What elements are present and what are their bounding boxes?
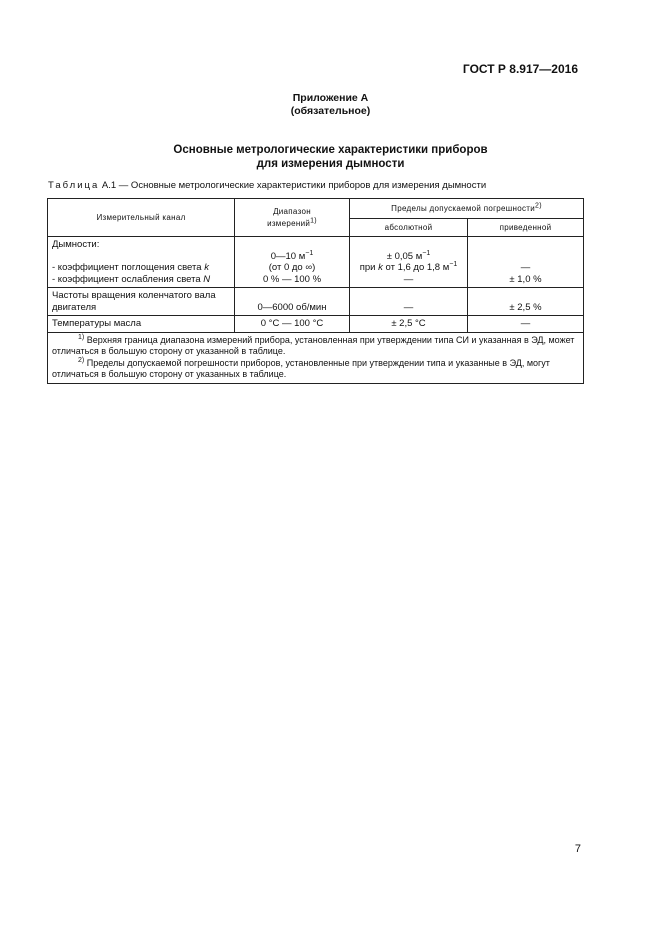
table-caption-number: А.1 xyxy=(101,180,117,191)
header-limits xyxy=(350,199,584,219)
annex-title: Приложение А xyxy=(292,92,369,104)
table-row xyxy=(48,288,584,316)
annex-status: (обязательное) xyxy=(290,105,371,117)
characteristics-table xyxy=(47,198,584,384)
table-row xyxy=(48,237,584,288)
row-smoke-label: Дымности: - коэффициент поглощения света k - коэффициент ослабления света N xyxy=(48,237,235,288)
row-smoke-absolute: ± 0,05 $м^{-1}$ при k от 1,6 до 1,8 $м^{-1}$ — xyxy=(350,237,468,288)
footnote-ref-2: 2) xyxy=(535,202,542,210)
annex-heading xyxy=(0,92,661,118)
row-rpm-label: Частоты вращения коленчатого вала двигателя xyxy=(48,288,235,316)
section-title xyxy=(0,143,661,171)
header-range-text: измерений xyxy=(267,218,311,228)
section-title-line1: Основные метрологические характеристики приборов xyxy=(173,144,488,156)
header-reduced: приведенной xyxy=(468,219,584,237)
header-channel: Измерительный канал xyxy=(48,199,235,237)
table-row xyxy=(48,316,584,333)
row-oil-range: 0 °C — 100 °C xyxy=(235,316,350,333)
standard-number: ГОСТ Р 8.917—2016 xyxy=(462,62,578,76)
header-absolute: абсолютной xyxy=(350,219,468,237)
table-caption-prefix: Таблица xyxy=(48,180,100,191)
row-smoke-range: 0—10 $м^{-1}$ (от 0 до ∞) 0 % — 100 % xyxy=(235,237,350,288)
row-oil-label: Температуры масла xyxy=(48,316,235,333)
page-number: 7 xyxy=(574,843,581,855)
row-rpm-range: 0—6000 об/мин xyxy=(235,288,350,316)
header-range: Диапазон измерений1) xyxy=(235,199,350,237)
table-caption xyxy=(48,180,486,191)
row-rpm-absolute: — xyxy=(350,288,468,316)
footnote-2: $^{2)}$ Пределы допускаемой погрешности приборов, установленные при утверждении типа и указанные в ЭД, могут отличаться в большую сторону от указанных в таблице. xyxy=(52,356,550,379)
footnote-ref-1: 1) xyxy=(310,216,317,224)
table-caption-text: — Основные метрологические характеристики приборов для измерения дымности xyxy=(118,180,487,191)
table-notes-row xyxy=(48,332,584,383)
row-smoke-reduced: — ± 1,0 % xyxy=(468,237,584,288)
section-title-line2: для измерения дымности xyxy=(256,158,405,170)
row-rpm-reduced: ± 2,5 % xyxy=(468,288,584,316)
row-oil-absolute: ± 2,5 °C xyxy=(350,316,468,333)
footnote-1: $^{1)}$ Верхняя граница диапазона измерений прибора, установленная при утверждении типа СИ и указанная в ЭД, может отличаться в большую сторону от указанной в таблице. xyxy=(52,333,575,356)
header-limits-text: Пределы допускаемой погрешности xyxy=(391,203,536,213)
row-oil-reduced: — xyxy=(468,316,584,333)
table-notes xyxy=(48,332,584,383)
